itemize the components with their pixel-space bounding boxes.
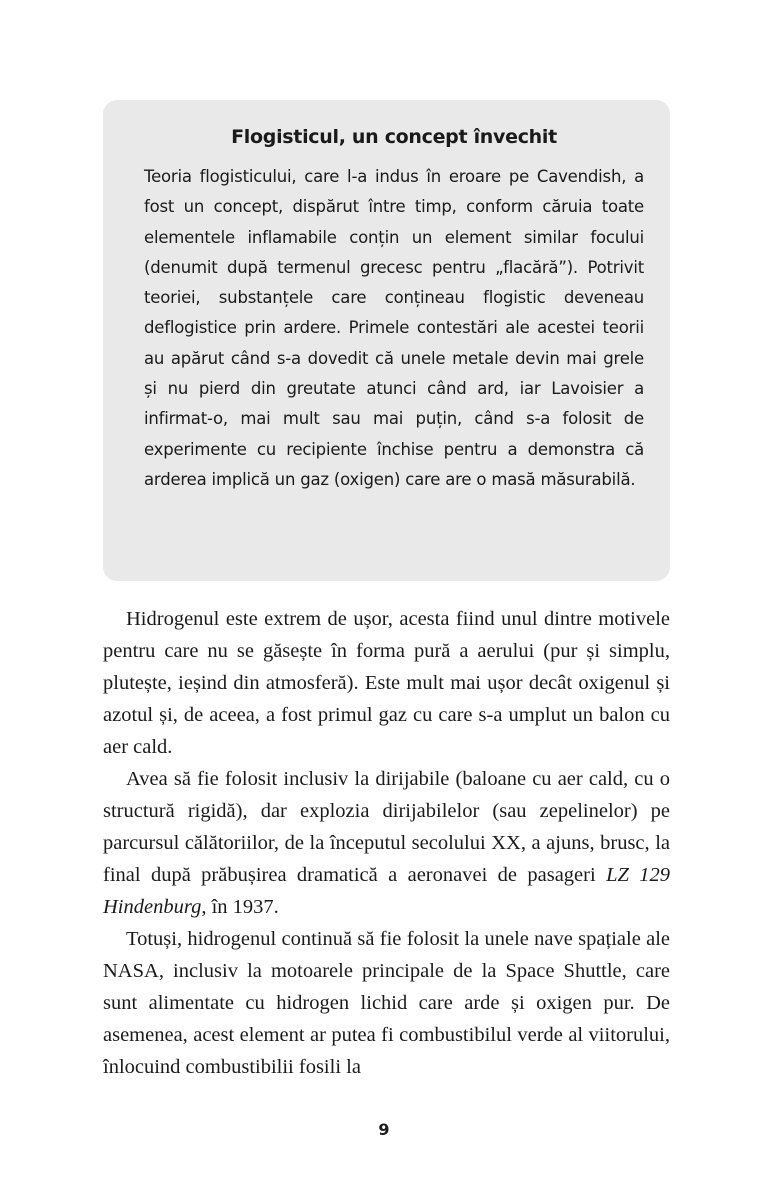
sidebar-title: Flogisticul, un concept învechit (231, 126, 557, 148)
main-text (103, 603, 670, 1083)
paragraph-2 (103, 763, 670, 923)
paragraph-2-italic: LZ 129 Hindenburg (103, 864, 670, 918)
paragraph-2-text: Avea să fie folosit inclusiv la dirijabile (baloane cu aer cald, cu o structură rigidă), dar explozia dirijabilelor (sau zepelinelor) pe parcursul călătoriilor, de la începutul secolului XX, a ajuns, brusc, la final după prăbușirea dramatică a aeronavei de pasageri (103, 768, 670, 886)
paragraph-1: Hidrogenul este extrem de ușor, acesta fiind unul dintre motivele pentru care nu se găsește în forma pură a aerului (pur și simplu, plutește, ieșind din atmosferă). Este mult mai ușor decât oxigenul și azotul și, de aceea, a fost primul gaz cu care s-a umplut un balon cu aer cald. (103, 608, 670, 758)
paragraph-2-end: , în 1937. (201, 896, 279, 918)
sidebar-text: Teoria flogisticului, care l-a indus în eroare pe Cavendish, a fost un concept, dispărut între timp, conform căruia toate elementele inflamabile conțin un element similar focului (denumit după termenul grecesc pentru „flacără”). Potrivit teoriei, substanțele care conțineau flogistic deveneau deflogistice prin ardere. Primele contestări ale acestei teorii au apărut când s-a dovedit că unele metale devin mai grele și nu pierd din greutate atunci când ard, iar Lavoisier a infirmat-o, mai mult sau mai puțin, când s-a folosit de experimente cu recipiente închise pentru a demonstra că arderea implică un gaz (oxigen) care are o masă măsurabilă. (144, 167, 644, 489)
sidebar-box (103, 100, 670, 581)
paragraph-3: Totuși, hidrogenul continuă să fie folosit la unele nave spațiale ale NASA, inclusiv la motoarele principale de la Space Shuttle, care sunt alimentate cu hidrogen lichid care arde și oxigen pur. De asemenea, acest element ar putea fi combustibilul verde al viitorului, înlocuind combustibilii fosili la (103, 928, 670, 1078)
page-number: 9 (378, 1120, 390, 1139)
